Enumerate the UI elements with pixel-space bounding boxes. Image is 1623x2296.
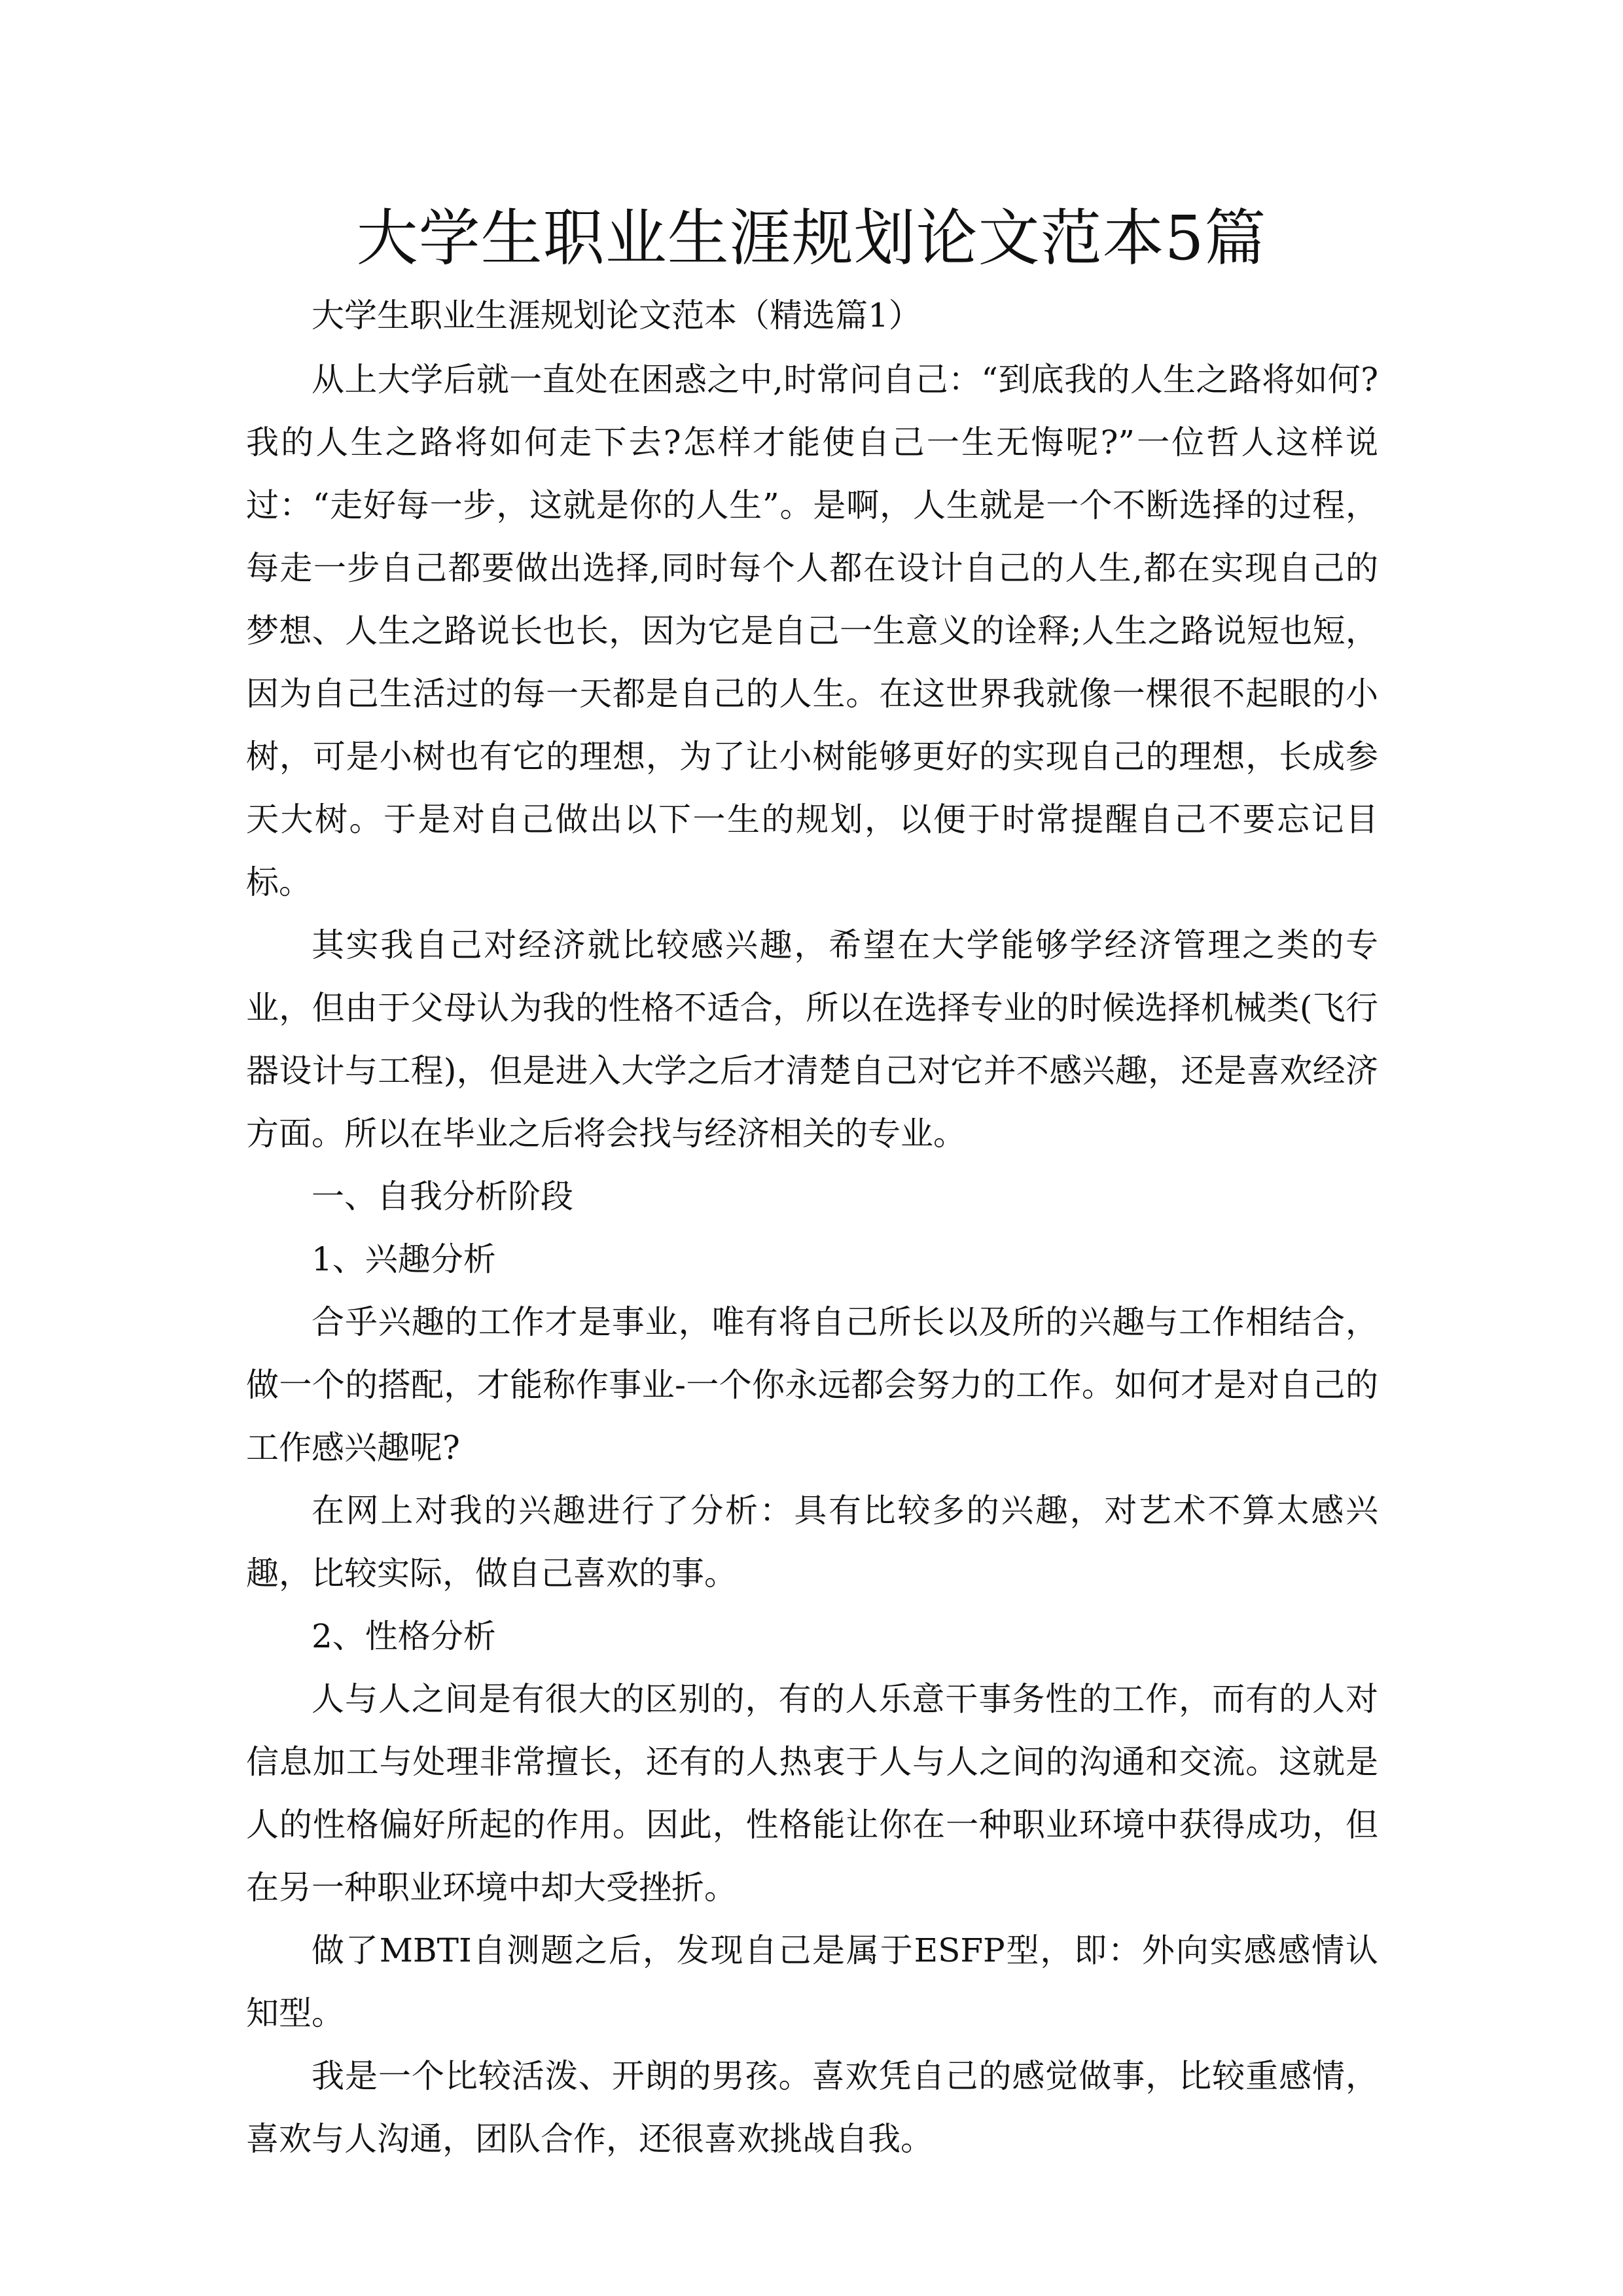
subsection-heading: 1、兴趣分析 [312, 1240, 496, 1278]
document-title: 大学生职业生涯规划论文范本5篇 [356, 203, 1267, 274]
paragraph: 从上大学后就一直处在困惑之中,时常问自己：“到底我的人生之路将如何?我的人生之路将如何走下去?怎样才能使自己一生无悔呢?”一位哲人这样说过：“走好每一步，这就是你的人生”。是啊，人生就是一个不断选择的过程，每走一步自己都要做出选择,同时每个人都在设计自己的人生,都在实现自己的梦想、人生之路说长也长，因为它是自己一生意义的诠释;人生之路说短也短，因为自己生活过的每一天都是自己的人生。在这世界我就像一棵很不起眼的小树，可是小树也有它的理想，为了让小树能够更好的实现自己的理想，长成参天大树。于是对自己做出以下一生的规划，以便于时常提醒自己不要忘记目标。 [246, 361, 1378, 901]
section-heading: 一、自我分析阶段 [312, 1177, 573, 1215]
document-body [246, 283, 1378, 2170]
paragraph: 做了MBTI自测题之后，发现自己是属于ESFP型，即：外向实感感情认知型。 [246, 1931, 1378, 2032]
paragraph: 合乎兴趣的工作才是事业，唯有将自己所长以及所的兴趣与工作相结合，做一个的搭配，才能称作事业-一个你永远都会努力的工作。如何才是对自己的工作感兴趣呢? [246, 1303, 1378, 1467]
paragraph: 其实我自己对经济就比较感兴趣，希望在大学能够学经济管理之类的专业，但由于父母认为我的性格不适合，所以在选择专业的时候选择机械类(飞行器设计与工程)，但是进入大学之后才清楚自己对它并不感兴趣，还是喜欢经济方面。所以在毕业之后将会找与经济相关的专业。 [246, 926, 1378, 1153]
paragraph: 在网上对我的兴趣进行了分析：具有比较多的兴趣，对艺术不算太感兴趣，比较实际，做自己喜欢的事。 [246, 1492, 1378, 1592]
section-subtitle: 大学生职业生涯规划论文范本（精选篇1） [312, 296, 921, 334]
paragraph: 我是一个比较活泼、开朗的男孩。喜欢凭自己的感觉做事，比较重感情，喜欢与人沟通，团队合作，还很喜欢挑战自我。 [246, 2057, 1378, 2158]
subsection-heading: 2、性格分析 [312, 1617, 496, 1655]
paragraph: 人与人之间是有很大的区别的，有的人乐意干事务性的工作，而有的人对信息加工与处理非常擅长，还有的人热衷于人与人之间的沟通和交流。这就是人的性格偏好所起的作用。因此，性格能让你在一种职业环境中获得成功，但在另一种职业环境中却大受挫折。 [246, 1680, 1378, 1907]
